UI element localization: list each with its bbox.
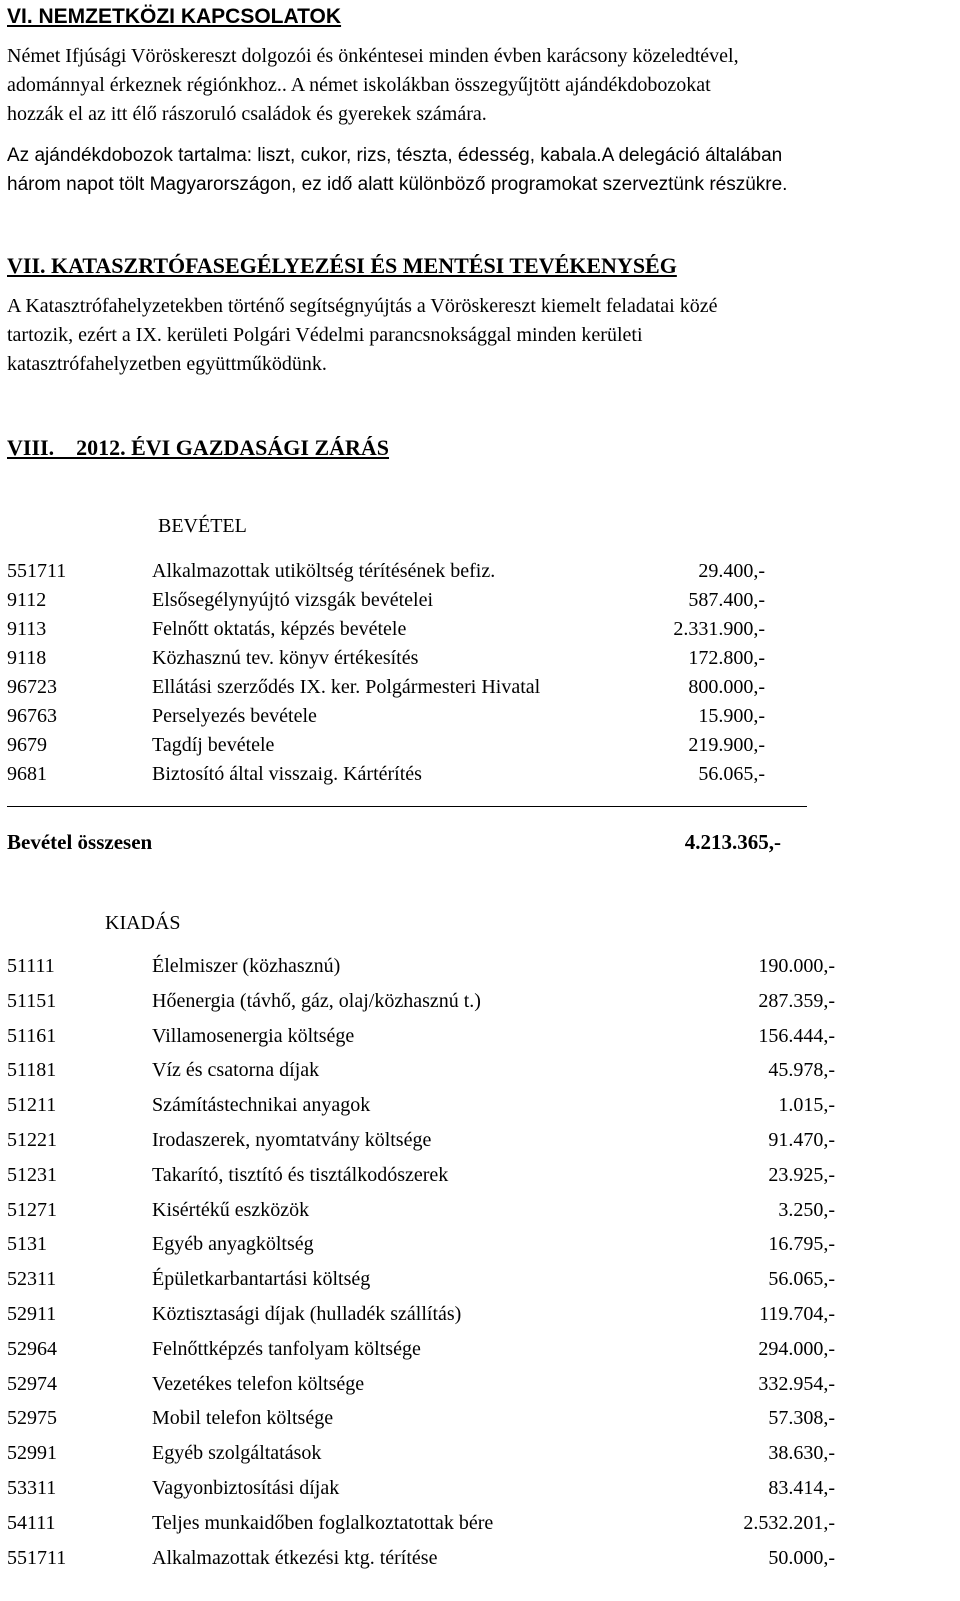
table-row [7, 1199, 857, 1227]
account-code: 52974 [7, 1372, 57, 1395]
row-amount: 56.065,- [698, 763, 765, 785]
table-row [7, 990, 857, 1018]
expense-heading: KIADÁS [105, 912, 181, 934]
account-code: 9112 [7, 589, 47, 611]
row-label: Teljes munkaidőben foglalkoztatottak bére [152, 1511, 494, 1534]
account-code: 96723 [7, 676, 57, 698]
text-line: katasztrófahelyzetben együttműködünk. [7, 353, 327, 375]
table-row [7, 560, 857, 588]
account-code: 9113 [7, 618, 47, 640]
row-label: Felnőtt oktatás, képzés bevétele [152, 618, 407, 640]
section-7-paragraph [7, 292, 717, 379]
row-label: Egyéb anyagköltség [152, 1233, 314, 1256]
row-label: Felnőttképzés tanfolyam költsége [152, 1337, 421, 1360]
account-code: 5131 [7, 1233, 47, 1256]
row-label: Köztisztasági díjak (hulladék szállítás) [152, 1303, 462, 1325]
account-code: 52311 [7, 1268, 57, 1291]
text-line: három napot tölt Magyarországon, ez idő alatt különböző programokat szerveztünk részükre. [7, 174, 788, 195]
row-label: Mobil telefon költsége [152, 1407, 334, 1430]
table-row [7, 734, 857, 762]
account-code: 51181 [7, 1059, 57, 1082]
account-code: 52964 [7, 1337, 57, 1360]
row-amount: 23.925,- [768, 1163, 835, 1186]
table-row [7, 1094, 857, 1122]
row-amount: 56.065,- [768, 1268, 835, 1291]
account-code: 51221 [7, 1129, 57, 1151]
row-label: Víz és csatorna díjak [152, 1059, 320, 1082]
row-label: Hőenergia (távhő, gáz, olaj/közhasznú t.) [152, 989, 481, 1012]
row-label: Ellátási szerződés IX. ker. Polgármesteri Hivatal [152, 676, 541, 698]
row-amount: 190.000,- [758, 955, 835, 977]
row-label: Számítástechnikai anyagok [152, 1094, 371, 1117]
table-row [7, 1338, 857, 1366]
account-code: 51211 [7, 1094, 57, 1117]
table-row [7, 763, 857, 791]
row-amount: 29.400,- [698, 560, 765, 582]
row-label: Tagdíj bevétele [152, 734, 275, 756]
row-label: Elsősegélynyújtó vizsgák bevételei [152, 589, 434, 611]
row-amount: 2.532.201,- [743, 1511, 835, 1534]
row-amount: 38.630,- [768, 1442, 835, 1465]
table-row [7, 1477, 857, 1505]
income-total-amount: 4.213.365,- [684, 830, 781, 854]
row-label: Alkalmazottak utiköltség térítésének befiz. [152, 560, 496, 582]
table-row [7, 1268, 857, 1296]
table-row [7, 676, 857, 704]
row-amount: 800.000,- [688, 676, 765, 698]
table-row [7, 1442, 857, 1470]
row-label: Vagyonbiztosítási díjak [152, 1477, 340, 1499]
account-code: 51271 [7, 1198, 57, 1221]
table-row [7, 1129, 857, 1157]
account-code: 54111 [7, 1511, 56, 1534]
row-amount: 50.000,- [768, 1546, 835, 1569]
row-amount: 156.444,- [758, 1024, 835, 1047]
section-8-title: VIII. 2012. ÉVI GAZDASÁGI ZÁRÁS [7, 435, 390, 460]
row-label: Egyéb szolgáltatások [152, 1442, 322, 1465]
row-amount: 15.900,- [698, 705, 765, 727]
row-label: Élelmiszer (közhasznú) [152, 955, 341, 977]
row-label: Épületkarbantartási költség [152, 1268, 371, 1291]
row-amount: 91.470,- [768, 1129, 835, 1151]
account-code: 51161 [7, 1024, 57, 1047]
row-amount: 57.308,- [768, 1407, 835, 1430]
text-line: A Katasztrófahelyzetekben történő segítségnyújtás a Vöröskereszt kiemelt feladatai közé [7, 295, 718, 317]
row-label: Takarító, tisztító és tisztálkodószerek [152, 1163, 449, 1186]
row-label: Irodaszerek, nyomtatvány költsége [152, 1129, 432, 1151]
table-row [7, 705, 857, 733]
row-amount: 287.359,- [758, 989, 835, 1012]
row-amount: 294.000,- [758, 1337, 835, 1360]
table-row [7, 1547, 857, 1575]
row-label: Perselyezés bevétele [152, 705, 317, 727]
account-code: 9681 [7, 763, 47, 785]
text-line: tartozik, ezért a IX. kerületi Polgári Védelmi parancsnoksággal minden kerületi [7, 324, 643, 346]
table-row [7, 589, 857, 617]
row-amount: 587.400,- [688, 589, 765, 611]
account-code: 9118 [7, 647, 47, 669]
text-line: hozzák el az itt élő rászoruló családok és gyerekek számára. [7, 103, 487, 125]
row-amount: 45.978,- [768, 1059, 835, 1082]
account-code: 53311 [7, 1477, 57, 1499]
account-code: 551711 [7, 1546, 67, 1569]
table-row [7, 1059, 857, 1087]
text-line: Német Ifjúsági Vöröskereszt dolgozói és önkéntesei minden évben karácsony közeledtével, [7, 45, 739, 67]
income-total-label: Bevétel összesen [7, 830, 153, 854]
account-code: 52911 [7, 1303, 57, 1325]
table-row [7, 647, 857, 675]
income-heading: BEVÉTEL [158, 515, 247, 537]
row-label: Közhasznú tev. könyv értékesítés [152, 647, 419, 669]
text-line: Az ajándékdobozok tartalma: liszt, cukor, rizs, tészta, édesség, kabala.A delegáció általában [7, 145, 783, 166]
row-amount: 332.954,- [758, 1372, 835, 1395]
account-code: 51111 [7, 955, 55, 977]
row-label: Alkalmazottak étkezési ktg. térítése [152, 1546, 438, 1569]
account-code: 51151 [7, 989, 57, 1012]
table-row [7, 1233, 857, 1261]
row-amount: 83.414,- [768, 1477, 835, 1499]
table-row [7, 1407, 857, 1435]
account-code: 51231 [7, 1163, 57, 1186]
table-row [7, 1164, 857, 1192]
table-row [7, 1373, 857, 1401]
section-6-paragraph-2 [7, 141, 787, 199]
row-label: Vezetékes telefon költsége [152, 1372, 365, 1395]
row-label: Kisértékű eszközök [152, 1198, 310, 1221]
row-label: Biztosító által visszaig. Kártérítés [152, 763, 422, 785]
row-amount: 3.250,- [778, 1198, 835, 1221]
row-amount: 1.015,- [778, 1094, 835, 1117]
account-code: 52991 [7, 1442, 57, 1465]
table-row [7, 618, 857, 646]
account-code: 551711 [7, 560, 67, 582]
row-amount: 172.800,- [688, 647, 765, 669]
table-row [7, 1512, 857, 1540]
row-amount: 119.704,- [759, 1303, 835, 1325]
divider-line [7, 806, 807, 807]
table-row [7, 1303, 857, 1331]
row-amount: 2.331.900,- [673, 618, 765, 640]
account-code: 9679 [7, 734, 47, 756]
section-6-paragraph-1 [7, 42, 739, 129]
table-row [7, 1025, 857, 1053]
row-amount: 16.795,- [768, 1233, 835, 1256]
section-7-title: VII. KATASZRTÓFASEGÉLYEZÉSI ÉS MENTÉSI TEVÉKENYSÉG [7, 253, 677, 278]
row-label: Villamosenergia költsége [152, 1024, 355, 1047]
text-line: adománnyal érkeznek régiónkhoz.. A német iskolákban összegyűjtött ajándékdobozokat [7, 74, 711, 96]
row-amount: 219.900,- [688, 734, 765, 756]
account-code: 52975 [7, 1407, 57, 1430]
account-code: 96763 [7, 705, 57, 727]
table-row [7, 955, 857, 983]
section-6-title: VI. NEMZETKÖZI KAPCSOLATOK [7, 5, 342, 28]
